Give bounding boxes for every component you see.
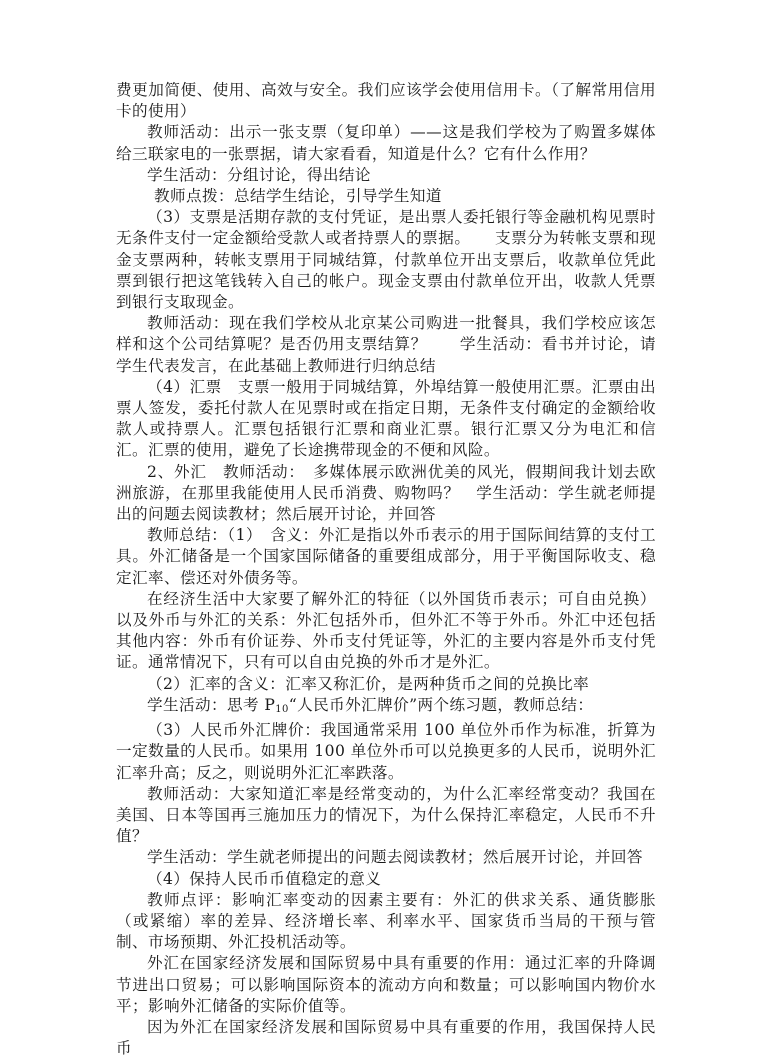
paragraph: 学生活动：分组讨论，得出结论 — [147, 165, 371, 184]
paragraph: 因为外汇在国家经济发展和国际贸易中具有重要的作用，我国保持人民币 — [116, 1017, 656, 1058]
paragraph: 学生活动：学生就老师提出的问题去阅读教材；然后展开讨论，并回答 — [147, 848, 643, 867]
paragraph: （3）人民币外汇牌价：我国通常采用 100 单位外币作为标准，折算为一定数量的人民币。如果用 100 单位外币可以兑换更多的人民币，说明外汇汇率升高；反之，则说明外汇汇率跌落。 — [116, 721, 656, 782]
paragraph: （2）汇率的含义：汇率又称汇价，是两种货币之间的兑换比率 — [147, 674, 590, 693]
paragraph: 教师总结：（1） 含义：外汇是指以外币表示的用于国际间结算的支付工具。外汇储备是一个国家国际储备的重要组成部分，用于平衡国际收支、稳定汇率、偿还对外债务等。 — [116, 526, 656, 587]
paragraph: 在经济生活中大家要了解外汇的特征（以外国货币表示；可自由兑换）以及外币与外汇的关系：外汇包括外币，但外汇不等于外币。外汇中还包括其他内容：外币有价证券、外币支付凭证等，外汇的主要内容是外币支付凭证。通常情况下，只有可以自由兑换的外币才是外汇。 — [116, 589, 656, 672]
paragraph-text: 学生活动：思考 P — [147, 695, 276, 714]
paragraph: （4）汇票 支票一般用于同城结算，外埠结算一般使用汇票。汇票由出票人签发，委托付款人在见票时或在指定日期，无条件支付确定的金额给收款人或持票人。汇票包括银行汇票和商业汇票。银行汇票又分为电汇和信汇。汇票的使用，避免了长途携带现金的不便和风险。 — [116, 377, 656, 460]
paragraph: （3）支票是活期存款的支付凭证，是出票人委托银行等金融机构见票时无条件支付一定金额给受款人或者持票人的票据。 支票分为转帐支票和现金支票两种，转帐支票用于同城结算，付款单位开出支票后，收款单位凭此票到银行把这笔钱转入自己的帐户。现金支票由付款单位开出，收款人凭票到银行支取现金。 — [116, 208, 656, 312]
paragraph: 2、外汇 教师活动： 多媒体展示欧洲优美的风光，假期间我计划去欧洲旅游，在那里我能使用人民币消费、购物吗？ 学生活动：学生就老师提出的问题去阅读教材；然后展开讨论，并回答 — [116, 462, 656, 524]
paragraph: 教师活动：出示一张支票（复印单）——这是我们学校为了购置多媒体给三联家电的一张票据，请大家看看，知道是什么？它有什么作用？ — [116, 123, 656, 163]
paragraph: 教师活动：现在我们学校从北京某公司购进一批餐具，我们学校应该怎样和这个公司结算呢？是否仍用支票结算？ 学生活动：看书并讨论，请学生代表发言，在此基础上教师进行归纳总结 — [116, 314, 656, 375]
paragraph: 教师点拨：总结学生结论，引导学生知道 — [154, 187, 442, 206]
paragraph: 外汇在国家经济发展和国际贸易中具有重要的作用：通过汇率的升降调节进出口贸易；可以影响国际资本的流动方向和数量；可以影响国内物价水平；影响外汇储备的实际价值等。 — [116, 954, 656, 1015]
paragraph — [116, 695, 656, 720]
paragraph: （4）保持人民币币值稳定的意义 — [147, 869, 382, 888]
paragraph-text: “人民币外汇牌价”两个练习题，教师总结： — [288, 695, 594, 714]
page-subscript: 10 — [275, 703, 289, 715]
paragraph: 费更加简便、使用、高效与安全。我们应该学会使用信用卡。（了解常用信用卡的使用） — [116, 81, 656, 121]
paragraph: 教师点评：影响汇率变动的因素主要有：外汇的供求关系、通货膨胀（或紧缩）率的差异、经济增长率、利率水平、国家货币当局的干预与管制、市场预期、外汇投机活动等。 — [116, 890, 656, 952]
paragraph: 教师活动：大家知道汇率是经常变动的，为什么汇率经常变动？我国在美国、日本等国再三施加压力的情况下，为什么保持汇率稳定，人民币不升值？ — [116, 784, 656, 846]
document-body — [116, 80, 656, 1059]
